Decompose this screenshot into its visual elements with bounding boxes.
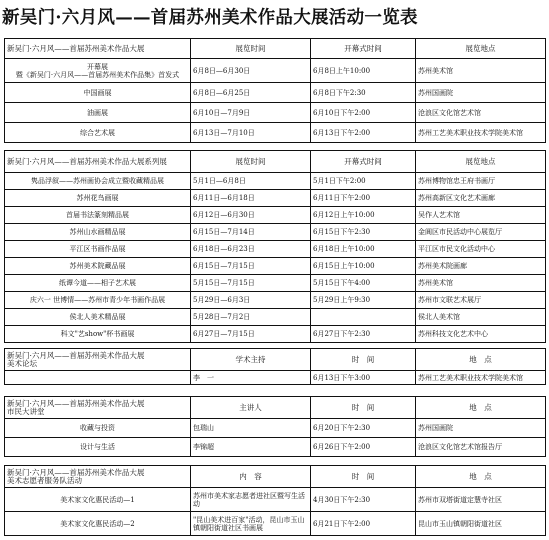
table-row bbox=[5, 103, 546, 123]
cell-venue: 苏州博物馆忠王府书画厅 bbox=[416, 173, 546, 190]
cell-speaker: 包瑞山 bbox=[191, 419, 311, 438]
cell-opening bbox=[311, 309, 416, 326]
table-row bbox=[5, 224, 546, 241]
cell-venue: 苏州国画院 bbox=[416, 419, 546, 438]
header-period: 展览时间 bbox=[191, 151, 311, 173]
cell-period: 6月18日—6月23日 bbox=[191, 241, 311, 258]
cell-event: 科文"艺show"杯书画展 bbox=[5, 326, 191, 343]
exhibition-table bbox=[4, 38, 546, 143]
cell-event: 油画展 bbox=[5, 103, 191, 123]
cell-venue: 苏州国画院 bbox=[416, 83, 546, 103]
cell-time: 6月21日下午2:00 bbox=[311, 512, 416, 536]
table-row bbox=[5, 326, 546, 343]
table-row bbox=[5, 59, 546, 83]
cell-period: 5月29日—6月3日 bbox=[191, 292, 311, 309]
cell-opening: 6月8日上午10:00 bbox=[311, 59, 416, 83]
cell-opening: 5月1日下午2:00 bbox=[311, 173, 416, 190]
cell-content: 苏州市美术家志愿者进社区暨写生活动 bbox=[191, 488, 311, 512]
header-time: 时 间 bbox=[311, 349, 416, 371]
series-exhibition-table bbox=[4, 150, 546, 343]
cell-venue: 苏州工艺美术职业技术学院美术馆 bbox=[416, 123, 546, 143]
header-content: 内 容 bbox=[191, 466, 311, 488]
cell-venue: 苏州市双塔街道定慧寺社区 bbox=[416, 488, 546, 512]
cell-time: 6月13日下午3:00 bbox=[311, 371, 416, 385]
cell-event: 侯北人美术精品展 bbox=[5, 309, 191, 326]
cell-opening: 5月29日上午9:30 bbox=[311, 292, 416, 309]
cell-period: 5月28日—7月2日 bbox=[191, 309, 311, 326]
cell-period: 6月12日—6月30日 bbox=[191, 207, 311, 224]
cell-venue: 苏州美术馆 bbox=[416, 275, 546, 292]
cell-event: 中国画展 bbox=[5, 83, 191, 103]
cell-period: 5月1日—6月8日 bbox=[191, 173, 311, 190]
cell-activity: 美术家文化惠民活动—1 bbox=[5, 488, 191, 512]
header-event: 新吴门·六月风——首届苏州美术作品大展系列展 bbox=[5, 151, 191, 173]
header-time: 时 间 bbox=[311, 397, 416, 419]
cell-venue: 吴作人艺术馆 bbox=[416, 207, 546, 224]
header-opening: 开幕式时间 bbox=[311, 39, 416, 59]
table-row bbox=[5, 190, 546, 207]
cell-venue: 沧浪区文化馆艺术馆报告厅 bbox=[416, 438, 546, 457]
header-speaker: 主讲人 bbox=[191, 397, 311, 419]
cell-venue: 苏州美术馆 bbox=[416, 59, 546, 83]
cell-period: 5月15日—7月15日 bbox=[191, 275, 311, 292]
cell-venue: 平江区市民文化活动中心 bbox=[416, 241, 546, 258]
cell-event bbox=[5, 371, 191, 385]
cell-venue: 沧浪区文化馆艺术馆 bbox=[416, 103, 546, 123]
cell-event: 开幕展 暨《新吴门·六月风——首届苏州美术作品集》首发式 bbox=[5, 59, 191, 83]
cell-speaker: 李锦超 bbox=[191, 438, 311, 457]
header-event: 新吴门·六月风——首届苏州美术作品大展 美术论坛 bbox=[5, 349, 191, 371]
table-row bbox=[5, 419, 546, 438]
lecture-table bbox=[4, 396, 546, 457]
cell-activity: 美术家文化惠民活动—2 bbox=[5, 512, 191, 536]
cell-period: 6月11日—6月18日 bbox=[191, 190, 311, 207]
cell-period: 6月8日—6月30日 bbox=[191, 59, 311, 83]
table-row bbox=[5, 207, 546, 224]
page-title: 新吴门·六月风——首届苏州美术作品大展活动一览表 bbox=[2, 8, 418, 28]
cell-period: 6月15日—7月15日 bbox=[191, 258, 311, 275]
cell-opening: 6月13日下午2:00 bbox=[311, 123, 416, 143]
header-event: 新吴门·六月风——首届苏州美术作品大展 bbox=[5, 39, 191, 59]
header-event: 新吴门·六月风——首届苏州美术作品大展 美术志愿者服务队活动 bbox=[5, 466, 191, 488]
table-row bbox=[5, 309, 546, 326]
header-venue: 展览地点 bbox=[416, 39, 546, 59]
header-host: 学术主持 bbox=[191, 349, 311, 371]
cell-event: 苏州美术院藏品展 bbox=[5, 258, 191, 275]
cell-opening: 6月12日上午10:00 bbox=[311, 207, 416, 224]
table-row bbox=[5, 512, 546, 536]
cell-period: 6月15日—7月14日 bbox=[191, 224, 311, 241]
header-event: 新吴门·六月风——首届苏州美术作品大展 市民大讲堂 bbox=[5, 397, 191, 419]
cell-opening: 6月15日上午10:00 bbox=[311, 258, 416, 275]
cell-opening: 6月10日下午2:00 bbox=[311, 103, 416, 123]
table-row bbox=[5, 275, 546, 292]
cell-period: 6月13日—7月10日 bbox=[191, 123, 311, 143]
cell-content: "昆山美术进百家"活动，昆山市玉山镇朝阳街道社区书画展 bbox=[191, 512, 311, 536]
volunteer-table bbox=[4, 465, 546, 536]
cell-opening: 5月15日下午4:00 bbox=[311, 275, 416, 292]
table-row bbox=[5, 488, 546, 512]
cell-opening: 6月18日上午10:00 bbox=[311, 241, 416, 258]
cell-venue: 苏州科技文化艺术中心 bbox=[416, 326, 546, 343]
header-opening: 开幕式时间 bbox=[311, 151, 416, 173]
cell-opening: 6月27日下午2:30 bbox=[311, 326, 416, 343]
cell-topic: 设计与生活 bbox=[5, 438, 191, 457]
cell-event: 首届书法篆刻精品展 bbox=[5, 207, 191, 224]
cell-opening: 6月8日下午2:30 bbox=[311, 83, 416, 103]
cell-time: 6月26日下午2:00 bbox=[311, 438, 416, 457]
cell-period: 6月27日—7月15日 bbox=[191, 326, 311, 343]
header-venue: 地 点 bbox=[416, 349, 546, 371]
cell-event: 隽品浮叙——苏州画协会成立暨收藏精品展 bbox=[5, 173, 191, 190]
cell-venue: 昆山市玉山镇朝阳街道社区 bbox=[416, 512, 546, 536]
table-row bbox=[5, 83, 546, 103]
header-venue: 展览地点 bbox=[416, 151, 546, 173]
table-row bbox=[5, 123, 546, 143]
cell-event: 庆六一 世博情——苏州市青少年书画作品展 bbox=[5, 292, 191, 309]
table-row bbox=[5, 292, 546, 309]
cell-event: 平江区书画作品展 bbox=[5, 241, 191, 258]
cell-venue: 金阊区市民活动中心展览厅 bbox=[416, 224, 546, 241]
header-time: 时 间 bbox=[311, 466, 416, 488]
cell-host: 李 一 bbox=[191, 371, 311, 385]
cell-time: 6月20日下午2:30 bbox=[311, 419, 416, 438]
cell-period: 6月10日—7月9日 bbox=[191, 103, 311, 123]
table-row bbox=[5, 371, 546, 385]
cell-event: 苏州花鸟画展 bbox=[5, 190, 191, 207]
cell-event: 纸谭今道——相子艺术展 bbox=[5, 275, 191, 292]
cell-event: 综合艺术展 bbox=[5, 123, 191, 143]
header-venue: 地 点 bbox=[416, 466, 546, 488]
table-row bbox=[5, 173, 546, 190]
header-period: 展览时间 bbox=[191, 39, 311, 59]
cell-venue: 侯北人美术馆 bbox=[416, 309, 546, 326]
header-venue: 地 点 bbox=[416, 397, 546, 419]
cell-venue: 苏州工艺美术职业技术学院美术馆 bbox=[416, 371, 546, 385]
table-row bbox=[5, 438, 546, 457]
cell-venue: 苏州美术院画廊 bbox=[416, 258, 546, 275]
table-row bbox=[5, 241, 546, 258]
table-row bbox=[5, 258, 546, 275]
cell-time: 4月30日下午2:30 bbox=[311, 488, 416, 512]
cell-event: 苏州山水画精品展 bbox=[5, 224, 191, 241]
cell-period: 6月8日—6月25日 bbox=[191, 83, 311, 103]
cell-opening: 6月15日下午2:30 bbox=[311, 224, 416, 241]
cell-topic: 收藏与投资 bbox=[5, 419, 191, 438]
forum-table bbox=[4, 348, 546, 385]
cell-venue: 苏州高新区文化艺术画廊 bbox=[416, 190, 546, 207]
cell-venue: 苏州市文联艺术展厅 bbox=[416, 292, 546, 309]
cell-opening: 6月11日下午2:00 bbox=[311, 190, 416, 207]
